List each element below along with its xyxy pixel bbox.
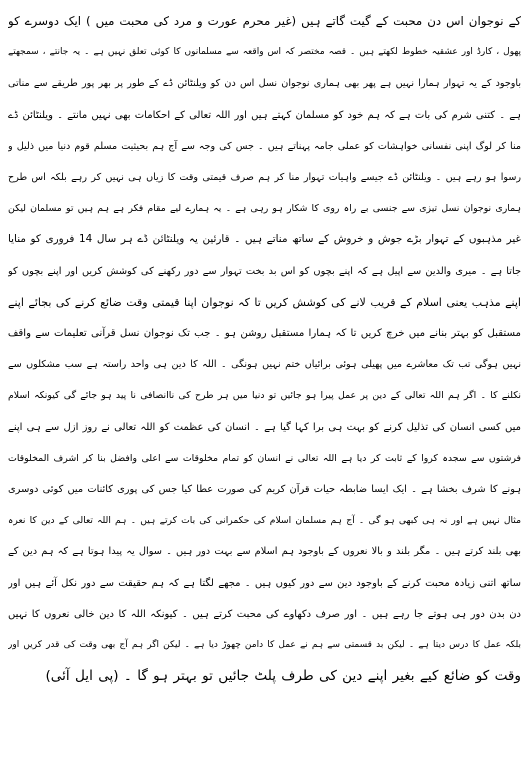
- article-line: منا کر لوگ اپنی نفسانی خواہشات کو عملی جامہ پہناتے ہیں ۔ جس کی وجہ سے آج ہم بحیثیت مسلم قوم دنیا میں ذلیل و: [8, 140, 521, 152]
- article-line: جاتا ہے ۔ میری والدین سے اپیل ہے کہ اپنے بچوں کو اس بد بخت تہوار سے دور رکھنے کی کوشش کریں اور اپنے بچوں کو: [8, 265, 521, 277]
- article-line: ہونے کا شرف بخشا ہے ۔ ایک ایسا ضابطہ حیات قرآن کریم کی صورت عطا کیا جس کی پوری کائنات میں کوئی دوسری: [8, 484, 521, 496]
- article-line: ہماری نوجوان نسل تیزی سے جنسی بے راہ روی کا شکار ہو رہی ہے ۔ یہ ہمارے لیے مقام فکر ہے ہم ہیں تو مسلمان لیکن: [8, 203, 521, 215]
- article-line: مثال نہیں ہے اور نہ ہی کبھی ہو گی ۔ آج ہم مسلمان اسلام کی حکمرانی کی بات کرتے ہیں ۔ ہم اللہ تعالی کے دین کا نعرہ: [8, 515, 521, 527]
- article-line: پھول ، کارڈ اور عشقیہ خطوط لکھتے ہیں ۔ قصہ مختصر کہ اس واقعہ سے مسلمانوں کا کوئی تعلق نہیں ہے ۔ یہ جانتے ، سمجھتے: [8, 47, 521, 58]
- article-line: رسوا ہو رہے ہیں ۔ ویلنٹائن ڈے جیسے واہیات تہوار منا کر ہم صرف قیمتی وقت کا زیاں ہی نہیں کر رہے بلکہ اس طرح: [8, 172, 521, 184]
- article-line: مستقبل کو بہتر بنانے میں خرچ کریں تا کہ ہمارا مستقبل روشن ہو ۔ جب تک نوجوان نسل قرآنی تعلیمات سے واقف: [8, 328, 521, 340]
- article-line: باوجود کے یہ تہوار ہمارا نہیں ہے پھر بھی ہماری نوجوان نسل اس دن کو ویلنٹائن ڈے کے طور پر بھر پور طریقے سے مناتی: [8, 78, 521, 90]
- article-line: میں کسی انسان کی تذلیل کرنے کو بہت ہی برا کہا گیا ہے ۔ انسان کی عظمت کو اللہ تعالی نے روز ازل سے ہی اپنے: [8, 421, 521, 433]
- article-line: نکلنے کا ۔ اگر ہم اللہ تعالی کے دین پر عمل پیرا ہو جائیں تو دنیا میں ہر طرح کی ناانصافی نا پید ہو جائے گی کیونکہ اسلام: [8, 390, 521, 402]
- article-line: بھی بلند کرتے ہیں ۔ مگر بلند و بالا نعروں کے باوجود ہم اسلام سے بہت دور ہیں ۔ سوال یہ پیدا ہوتا ہے کہ ہم دین کے: [8, 546, 521, 558]
- article-line: اپنے مذہب یعنی اسلام کے قریب لانے کی کوشش کریں تا کہ نوجوان اپنا قیمتی وقت ضائع کرنے کی بجائے اپنے: [8, 295, 521, 309]
- article-line: دن بدن دور ہی ہوتے جا رہے ہیں ۔ اور صرف دکھاوے کی محبت کرتے ہیں ۔ کیونکہ اللہ کا دین خالی نعروں کا نہیں: [8, 608, 521, 620]
- article-line: ساتھ اتنی زیادہ محبت کرنے کے باوجود دین سے دور کیوں ہیں ۔ مجھے لگتا ہے کہ ہم حقیقت سے دور نکل آئے ہیں اور: [8, 577, 521, 589]
- article-line: ہے ۔ کتنی شرم کی بات ہے کہ ہم خود کو مسلمان کہتے ہیں اور اللہ تعالی کے احکامات بھی نہیں مانتے ۔ ویلنٹائن ڈے: [8, 109, 521, 121]
- article-line: نہیں ہوگی تب تک معاشرے میں پھیلی ہوئی برائیاں ختم نہیں ہونگی ۔ اللہ کا دین ہی واحد راستہ ہے سب مشکلوں سے: [8, 359, 521, 371]
- article-body: [8, 6, 521, 692]
- article-line: بلکہ عمل کا درس دیتا ہے ۔ لیکن بد قسمتی سے ہم نے عمل کا دامن چھوڑ دیا ہے ۔ لیکن اگر ہم آج بھی وقت کی قدر کریں اور: [8, 640, 521, 651]
- article-line: وقت کو ضائع کیے بغیر اپنے دین کی طرف پلٹ جائیں تو بہتر ہو گا ۔ (پی ایل آئی): [45, 668, 521, 685]
- article-line: غیر مذہبوں کے تہوار بڑے جوش و خروش کے ساتھ مناتے ہیں ۔ قارئین یہ ویلنٹائن ڈے ہر سال 14 فروری کو منایا: [8, 233, 521, 246]
- article-line: فرشتوں سے سجدہ کروا کے ثابت کر دیا ہے اللہ تعالی نے انسان کو تمام مخلوقات سے اعلی وافضل بنا کر اشرف المخلوقات: [8, 452, 521, 464]
- article-line: کے نوجوان اس دن محبت کے گیت گاتے ہیں (غیر محرم عورت و مرد کی محبت میں ) ایک دوسرے کو: [8, 14, 521, 28]
